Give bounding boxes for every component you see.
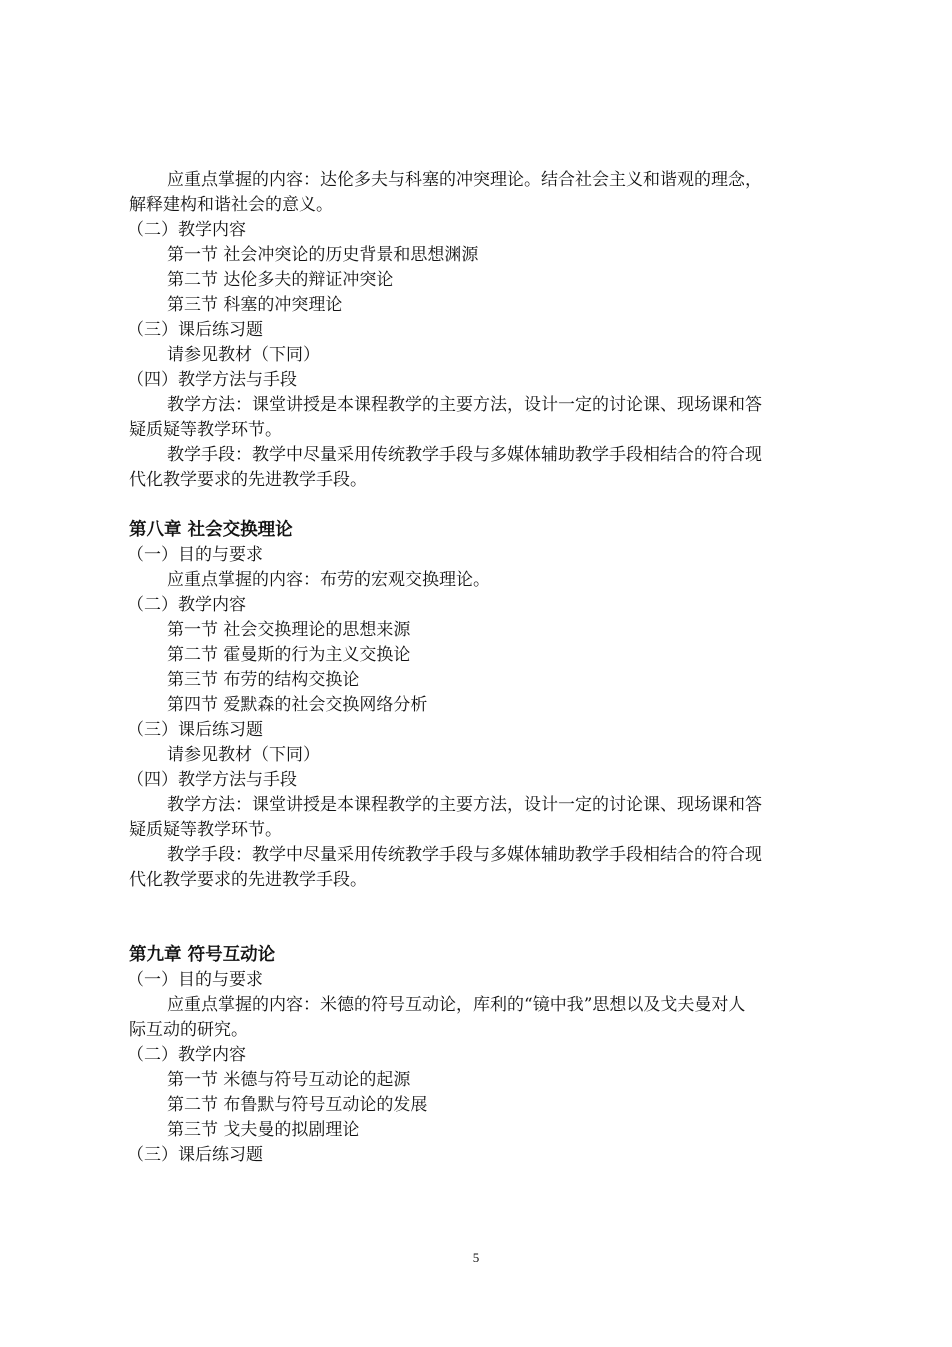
section-item: 第二节 霍曼斯的行为主义交换论 — [167, 645, 411, 665]
exercises-text: 请参见教材（下同） — [167, 745, 320, 765]
section-item: 第一节 社会交换理论的思想来源 — [167, 620, 411, 640]
section-heading-content: （二）教学内容 — [127, 1045, 246, 1065]
means-paragraph-line1: 教学手段：教学中尽量采用传统教学手段与多媒体辅助教学手段相结合的符合现 — [167, 845, 762, 865]
section-item: 第四节 爱默森的社会交换网络分析 — [167, 695, 428, 715]
section-heading-content: （二）教学内容 — [127, 220, 246, 240]
section-heading-content: （二）教学内容 — [127, 595, 246, 615]
methods-paragraph-line2: 疑质疑等教学环节。 — [129, 420, 282, 440]
focus-paragraph-line1: 应重点掌握的内容：米德的符号互动论，库利的“镜中我”思想以及戈夫曼对人 — [167, 995, 746, 1015]
section-item: 第三节 戈夫曼的拟剧理论 — [167, 1120, 360, 1140]
methods-paragraph-line1: 教学方法：课堂讲授是本课程教学的主要方法，设计一定的讨论课、现场课和答 — [167, 795, 762, 815]
section-item: 第二节 布鲁默与符号互动论的发展 — [167, 1095, 428, 1115]
methods-paragraph-line1: 教学方法：课堂讲授是本课程教学的主要方法，设计一定的讨论课、现场课和答 — [167, 395, 762, 415]
section-heading-goals: （一）目的与要求 — [127, 545, 263, 565]
section-heading-goals: （一）目的与要求 — [127, 970, 263, 990]
focus-paragraph-line2: 解释建构和谐社会的意义。 — [129, 195, 333, 215]
means-paragraph-line1: 教学手段：教学中尽量采用传统教学手段与多媒体辅助教学手段相结合的符合现 — [167, 445, 762, 465]
focus-paragraph-line1: 应重点掌握的内容：达伦多夫与科塞的冲突理论。结合社会主义和谐观的理念， — [167, 170, 762, 190]
section-item: 第二节 达伦多夫的辩证冲突论 — [167, 270, 394, 290]
section-heading-exercises: （三）课后练习题 — [127, 720, 263, 740]
section-heading-methods: （四）教学方法与手段 — [127, 770, 297, 790]
chapter-9-title: 第九章 符号互动论 — [129, 945, 276, 965]
section-item: 第一节 米德与符号互动论的起源 — [167, 1070, 411, 1090]
section-item: 第一节 社会冲突论的历史背景和思想渊源 — [167, 245, 479, 265]
section-item: 第三节 布劳的结构交换论 — [167, 670, 360, 690]
focus-paragraph-line2: 际互动的研究。 — [129, 1020, 248, 1040]
section-heading-exercises: （三）课后练习题 — [127, 1145, 263, 1165]
section-heading-methods: （四）教学方法与手段 — [127, 370, 297, 390]
exercises-text: 请参见教材（下同） — [167, 345, 320, 365]
page-number: 5 — [472, 1250, 480, 1265]
section-item: 第三节 科塞的冲突理论 — [167, 295, 343, 315]
section-heading-exercises: （三）课后练习题 — [127, 320, 263, 340]
chapter-8-title: 第八章 社会交换理论 — [129, 520, 293, 540]
means-paragraph-line2: 代化教学要求的先进教学手段。 — [129, 470, 367, 490]
focus-paragraph: 应重点掌握的内容：布劳的宏观交换理论。 — [167, 570, 490, 590]
methods-paragraph-line2: 疑质疑等教学环节。 — [129, 820, 282, 840]
means-paragraph-line2: 代化教学要求的先进教学手段。 — [129, 870, 367, 890]
